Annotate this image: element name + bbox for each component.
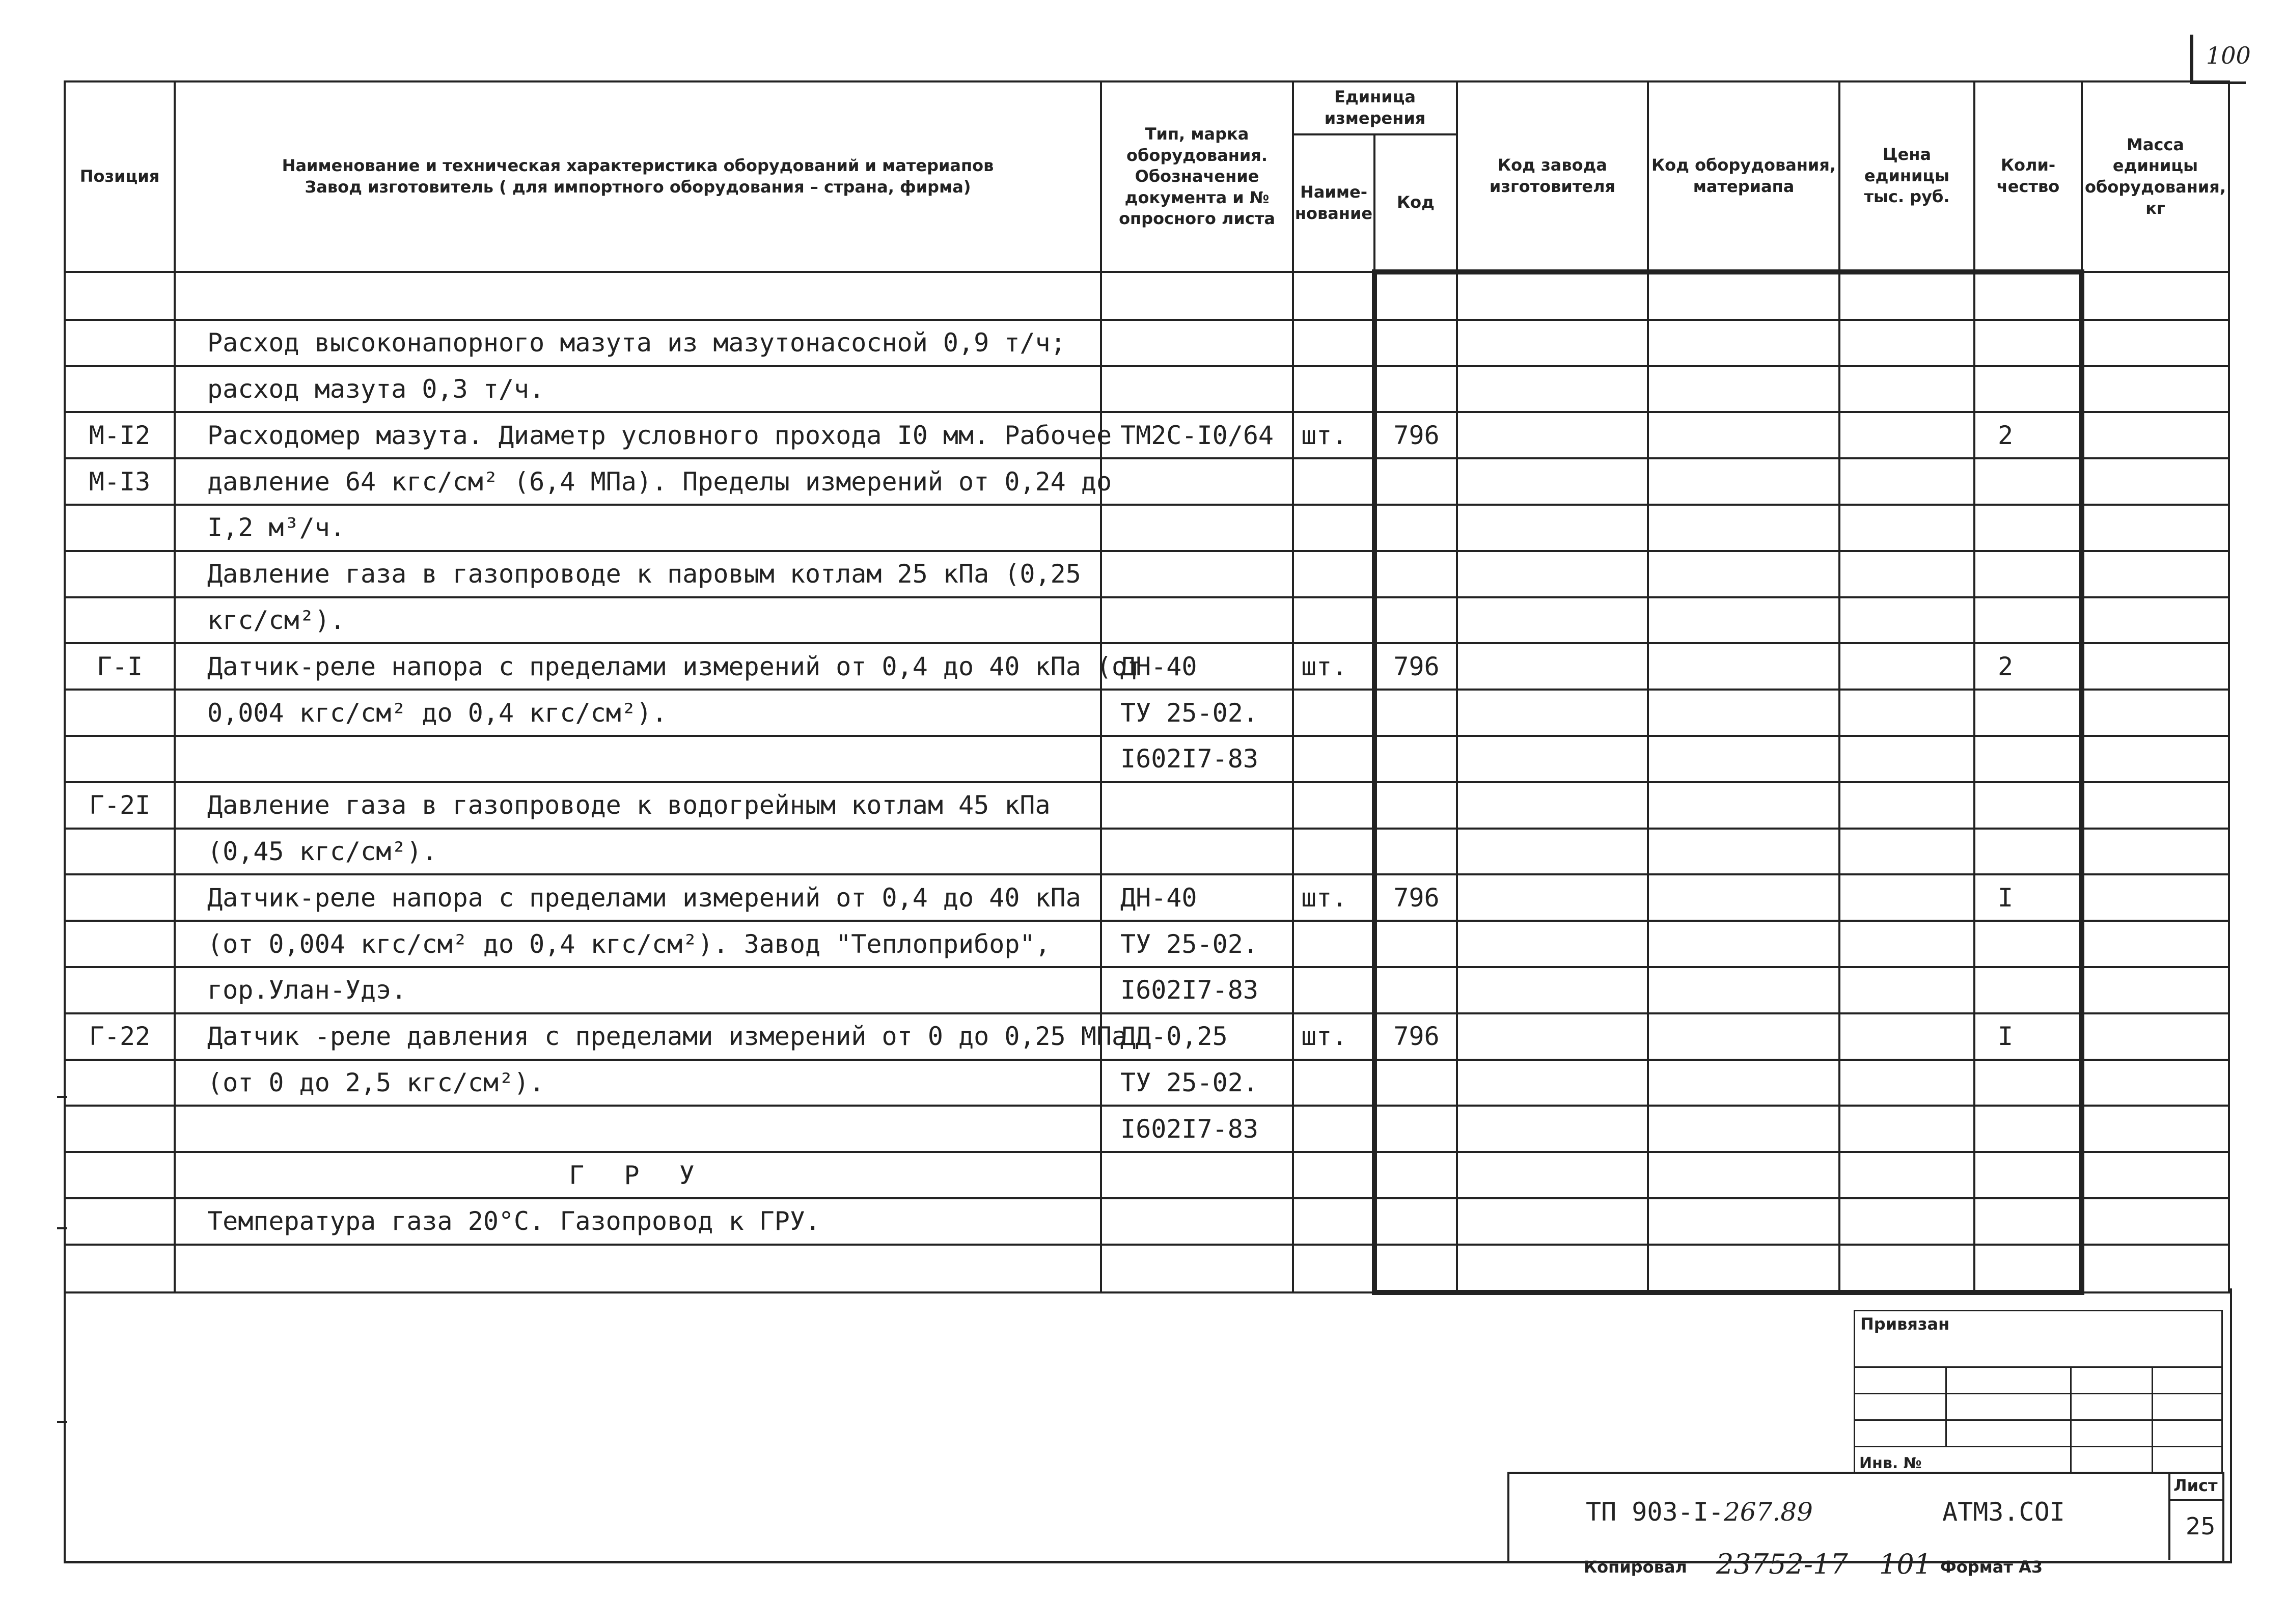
- cell-desc: Расходомер мазута. Диаметр условного прохода I0 мм. Рабочее: [175, 412, 1101, 458]
- document-code: АТМЗ.СОI: [1942, 1497, 2065, 1527]
- cell-maker: [1457, 272, 1648, 320]
- cell-mass: [2082, 829, 2229, 875]
- cell-maker: [1457, 1245, 1648, 1292]
- cell-mass: [2082, 874, 2229, 921]
- cell-price: [1839, 643, 1974, 690]
- cell-qty: [1974, 458, 2082, 505]
- cell-equip: [1648, 874, 1839, 921]
- cell-maker: [1457, 1013, 1648, 1060]
- header-unit-group: Единица измерения: [1293, 81, 1457, 134]
- cell-code: [1374, 1106, 1457, 1152]
- cell-pos: [65, 1060, 175, 1106]
- project-code-handwritten: 267.89: [1723, 1497, 1813, 1527]
- cell-unit: [1293, 967, 1374, 1013]
- cell-code: [1374, 782, 1457, 829]
- cell-desc: (от 0 до 2,5 кгс/см²).: [175, 1060, 1101, 1106]
- cell-price: [1839, 967, 1974, 1013]
- cell-desc: расход мазута 0,3 т/ч.: [175, 366, 1101, 412]
- cell-pos: Г-22: [65, 1013, 175, 1060]
- cell-equip: [1648, 320, 1839, 366]
- cell-code: 796: [1374, 1013, 1457, 1060]
- cell-pos: [65, 320, 175, 366]
- cell-mass: [2082, 1106, 2229, 1152]
- cell-pos: [65, 967, 175, 1013]
- cell-qty: 2: [1974, 643, 2082, 690]
- cell-desc: кгс/см²).: [175, 597, 1101, 644]
- cell-type: ТУ 25-02.: [1101, 921, 1293, 967]
- table-row: [65, 874, 2229, 921]
- cell-price: [1839, 1152, 1974, 1198]
- header-position: Позиция: [65, 81, 175, 272]
- cell-mass: [2082, 320, 2229, 366]
- cell-type: ДД-0,25: [1101, 1013, 1293, 1060]
- cell-desc: Давление газа в газопроводе к паровым котлам 25 кПа (0,25: [175, 551, 1101, 597]
- cell-type: I602I7-83: [1101, 967, 1293, 1013]
- cell-code: [1374, 597, 1457, 644]
- cell-desc: давление 64 кгс/см² (6,4 МПа). Пределы измерений от 0,24 до: [175, 458, 1101, 505]
- cell-code: [1374, 690, 1457, 736]
- cell-mass: [2082, 643, 2229, 690]
- cell-unit: шт.: [1293, 1013, 1374, 1060]
- cell-price: [1839, 551, 1974, 597]
- cell-equip: [1648, 551, 1839, 597]
- cell-desc: Датчик -реле давления с пределами измерений от 0 до 0,25 МПа: [175, 1013, 1101, 1060]
- cell-type: [1101, 829, 1293, 875]
- header-type: Тип, марка оборудования. Обозначение документа и № опросного листа: [1101, 81, 1293, 272]
- approval-stamp: [1854, 1310, 2221, 1472]
- cell-unit: шт.: [1293, 643, 1374, 690]
- cell-equip: [1648, 829, 1839, 875]
- cell-equip: [1648, 643, 1839, 690]
- cell-desc: Расход высоконапорного мазута из мазутонасосной 0,9 т/ч;: [175, 320, 1101, 366]
- cell-unit: [1293, 551, 1374, 597]
- sheet-number: 25: [2186, 1512, 2216, 1540]
- sheet-label: Лист: [2173, 1476, 2218, 1495]
- cell-code: [1374, 366, 1457, 412]
- table-row: [65, 1060, 2229, 1106]
- cell-mass: [2082, 458, 2229, 505]
- cell-price: [1839, 921, 1974, 967]
- table-row: [65, 1013, 2229, 1060]
- cell-mass: [2082, 597, 2229, 644]
- cell-qty: [1974, 320, 2082, 366]
- header-price: Цена единицы тыс. руб.: [1839, 81, 1974, 272]
- table-row: [65, 366, 2229, 412]
- cell-price: [1839, 1060, 1974, 1106]
- cell-mass: [2082, 1198, 2229, 1245]
- cell-qty: [1974, 505, 2082, 551]
- sheet-box: [2168, 1474, 2222, 1560]
- cell-desc: Температура газа 20°С. Газопровод к ГРУ.: [175, 1198, 1101, 1245]
- cell-equip: [1648, 1060, 1839, 1106]
- cell-maker: [1457, 551, 1648, 597]
- cell-desc: (0,45 кгс/см²).: [175, 829, 1101, 875]
- cell-pos: [65, 1198, 175, 1245]
- cell-qty: 2: [1974, 412, 2082, 458]
- cell-desc: [175, 272, 1101, 320]
- cell-code: [1374, 551, 1457, 597]
- cell-maker: [1457, 829, 1648, 875]
- cell-pos: [65, 272, 175, 320]
- cell-type: [1101, 366, 1293, 412]
- cell-price: [1839, 782, 1974, 829]
- cell-desc: [175, 736, 1101, 782]
- cell-code: [1374, 1152, 1457, 1198]
- cell-unit: [1293, 1198, 1374, 1245]
- table-row: [65, 597, 2229, 644]
- cell-pos: [65, 505, 175, 551]
- project-code: ТП 903-I-267.89: [1586, 1497, 1813, 1527]
- cell-pos: [65, 1245, 175, 1292]
- cell-price: [1839, 829, 1974, 875]
- cell-code: [1374, 829, 1457, 875]
- cell-unit: [1293, 1060, 1374, 1106]
- cell-type: [1101, 597, 1293, 644]
- cell-price: [1839, 1013, 1974, 1060]
- table-row: [65, 1198, 2229, 1245]
- cell-code: [1374, 458, 1457, 505]
- cell-desc: Датчик-реле напора с пределами измерений от 0,4 до 40 кПа: [175, 874, 1101, 921]
- cell-mass: [2082, 690, 2229, 736]
- cell-type: [1101, 458, 1293, 505]
- cell-qty: I: [1974, 874, 2082, 921]
- cell-equip: [1648, 690, 1839, 736]
- specification-table: [64, 80, 2230, 1295]
- cell-unit: [1293, 1152, 1374, 1198]
- table-row: [65, 1152, 2229, 1198]
- margin-tick: [57, 1421, 67, 1423]
- cell-qty: [1974, 921, 2082, 967]
- cell-qty: [1974, 1106, 2082, 1152]
- cell-price: [1839, 320, 1974, 366]
- cell-mass: [2082, 505, 2229, 551]
- cell-pos: [65, 829, 175, 875]
- cell-mass: [2082, 366, 2229, 412]
- cell-desc: 0,004 кгс/см² до 0,4 кгс/см²).: [175, 690, 1101, 736]
- cell-qty: [1974, 690, 2082, 736]
- cell-unit: [1293, 782, 1374, 829]
- cell-unit: [1293, 736, 1374, 782]
- cell-code: 796: [1374, 874, 1457, 921]
- cell-type: [1101, 1152, 1293, 1198]
- cell-mass: [2082, 1152, 2229, 1198]
- cell-unit: [1293, 829, 1374, 875]
- cell-equip: [1648, 1013, 1839, 1060]
- cell-equip: [1648, 458, 1839, 505]
- cell-price: [1839, 1245, 1974, 1292]
- table-row: [65, 1245, 2229, 1292]
- header-unit-name: Наиме- нование: [1293, 134, 1374, 272]
- cell-maker: [1457, 366, 1648, 412]
- cell-pos: [65, 366, 175, 412]
- cell-type: [1101, 551, 1293, 597]
- cell-pos: [65, 690, 175, 736]
- cell-maker: [1457, 320, 1648, 366]
- header-mass: Масса единицы оборудования, кг: [2082, 81, 2229, 272]
- cell-qty: [1974, 272, 2082, 320]
- cell-pos: М-I2: [65, 412, 175, 458]
- margin-tick: [57, 1096, 67, 1098]
- cell-maker: [1457, 967, 1648, 1013]
- cell-desc: [175, 1106, 1101, 1152]
- cell-type: [1101, 505, 1293, 551]
- cell-type: I602I7-83: [1101, 1106, 1293, 1152]
- cell-equip: [1648, 1152, 1839, 1198]
- footer-format: Формат А3: [1940, 1557, 2043, 1577]
- corner-page-number: 100: [2206, 42, 2251, 69]
- table-row: [65, 967, 2229, 1013]
- cell-price: [1839, 505, 1974, 551]
- cell-qty: [1974, 366, 2082, 412]
- cell-qty: [1974, 1245, 2082, 1292]
- cell-maker: [1457, 736, 1648, 782]
- cell-mass: [2082, 967, 2229, 1013]
- cell-code: 796: [1374, 412, 1457, 458]
- cell-mass: [2082, 736, 2229, 782]
- cell-maker: [1457, 1106, 1648, 1152]
- cell-unit: [1293, 921, 1374, 967]
- header-name: Наименование и техническая характеристика оборудований и материапов Завод изготовитель ( для импортного оборудования – страна, фирма): [175, 81, 1101, 272]
- cell-equip: [1648, 967, 1839, 1013]
- cell-mass: [2082, 782, 2229, 829]
- cell-code: [1374, 736, 1457, 782]
- cell-code: [1374, 921, 1457, 967]
- cell-type: ТМ2С-I0/64: [1101, 412, 1293, 458]
- cell-price: [1839, 690, 1974, 736]
- cell-qty: [1974, 1060, 2082, 1106]
- cell-desc: Датчик-реле напора с пределами измерений от 0,4 до 40 кПа (от: [175, 643, 1101, 690]
- cell-type: [1101, 1198, 1293, 1245]
- cell-unit: [1293, 597, 1374, 644]
- cell-unit: [1293, 1106, 1374, 1152]
- cell-equip: [1648, 1106, 1839, 1152]
- cell-maker: [1457, 643, 1648, 690]
- table-row: [65, 272, 2229, 320]
- title-block: [1507, 1472, 2224, 1562]
- cell-qty: [1974, 1198, 2082, 1245]
- cell-type: ДН-40: [1101, 874, 1293, 921]
- cell-desc: Г Р У: [175, 1152, 1101, 1198]
- cell-equip: [1648, 597, 1839, 644]
- table-row: [65, 412, 2229, 458]
- header-unit-code: Код: [1374, 134, 1457, 272]
- cell-desc: (от 0,004 кгс/см² до 0,4 кгс/см²). Завод "Теплоприбор",: [175, 921, 1101, 967]
- table-row: [65, 551, 2229, 597]
- header-equipment-code: Код оборудования, материапа: [1648, 81, 1839, 272]
- cell-price: [1839, 272, 1974, 320]
- cell-desc: I,2 м³/ч.: [175, 505, 1101, 551]
- table-row: [65, 782, 2229, 829]
- table-row: [65, 643, 2229, 690]
- cell-price: [1839, 874, 1974, 921]
- cell-equip: [1648, 412, 1839, 458]
- cell-pos: [65, 921, 175, 967]
- cell-qty: [1974, 1152, 2082, 1198]
- cell-equip: [1648, 1198, 1839, 1245]
- cell-price: [1839, 458, 1974, 505]
- cell-pos: Г-2I: [65, 782, 175, 829]
- cell-unit: [1293, 272, 1374, 320]
- cell-unit: шт.: [1293, 874, 1374, 921]
- cell-unit: [1293, 690, 1374, 736]
- corner-mark: [2190, 35, 2193, 84]
- cell-unit: [1293, 505, 1374, 551]
- cell-price: [1839, 412, 1974, 458]
- cell-price: [1839, 1198, 1974, 1245]
- table-row: [65, 1106, 2229, 1152]
- cell-qty: [1974, 967, 2082, 1013]
- footer-copied-number: 23752-17: [1716, 1548, 1848, 1580]
- table-row: [65, 505, 2229, 551]
- cell-equip: [1648, 505, 1839, 551]
- cell-mass: [2082, 1013, 2229, 1060]
- cell-code: 796: [1374, 643, 1457, 690]
- cell-maker: [1457, 505, 1648, 551]
- cell-type: [1101, 1245, 1293, 1292]
- cell-pos: Г-I: [65, 643, 175, 690]
- cell-maker: [1457, 597, 1648, 644]
- cell-price: [1839, 597, 1974, 644]
- cell-code: [1374, 505, 1457, 551]
- stamp-attached-label: Привязан: [1855, 1311, 2222, 1367]
- cell-pos: М-I3: [65, 458, 175, 505]
- cell-maker: [1457, 1152, 1648, 1198]
- cell-mass: [2082, 921, 2229, 967]
- table-row: [65, 829, 2229, 875]
- cell-price: [1839, 366, 1974, 412]
- cell-type: ТУ 25-02.: [1101, 1060, 1293, 1106]
- cell-price: [1839, 1106, 1974, 1152]
- cell-qty: I: [1974, 1013, 2082, 1060]
- cell-qty: [1974, 829, 2082, 875]
- cell-equip: [1648, 272, 1839, 320]
- cell-desc: [175, 1245, 1101, 1292]
- cell-maker: [1457, 921, 1648, 967]
- cell-maker: [1457, 690, 1648, 736]
- cell-type: [1101, 272, 1293, 320]
- cell-type: ТУ 25-02.: [1101, 690, 1293, 736]
- cell-equip: [1648, 1245, 1839, 1292]
- cell-pos: [65, 874, 175, 921]
- cell-maker: [1457, 1060, 1648, 1106]
- cell-desc: Давление газа в газопроводе к водогрейным котлам 45 кПа: [175, 782, 1101, 829]
- cell-desc: гор.Улан-Удэ.: [175, 967, 1101, 1013]
- cell-maker: [1457, 412, 1648, 458]
- cell-equip: [1648, 736, 1839, 782]
- cell-mass: [2082, 551, 2229, 597]
- cell-mass: [2082, 1245, 2229, 1292]
- cell-unit: [1293, 458, 1374, 505]
- cell-mass: [2082, 412, 2229, 458]
- table-row: [65, 921, 2229, 967]
- cell-unit: [1293, 366, 1374, 412]
- margin-tick: [57, 1227, 67, 1229]
- table-row: [65, 320, 2229, 366]
- header-maker-code: Код завода изготовителя: [1457, 81, 1648, 272]
- footer-copied-label: Копировал: [1584, 1557, 1687, 1577]
- header-quantity: Коли- чество: [1974, 81, 2082, 272]
- cell-unit: шт.: [1293, 412, 1374, 458]
- cell-qty: [1974, 736, 2082, 782]
- cell-equip: [1648, 782, 1839, 829]
- table-row: [65, 458, 2229, 505]
- cell-code: [1374, 320, 1457, 366]
- cell-maker: [1457, 874, 1648, 921]
- cell-equip: [1648, 366, 1839, 412]
- cell-price: [1839, 736, 1974, 782]
- cell-qty: [1974, 597, 2082, 644]
- cell-type: [1101, 782, 1293, 829]
- cell-code: [1374, 967, 1457, 1013]
- footer-page-handwritten: 101: [1879, 1548, 1932, 1580]
- cell-unit: [1293, 320, 1374, 366]
- cell-pos: [65, 1106, 175, 1152]
- cell-maker: [1457, 1198, 1648, 1245]
- cell-pos: [65, 597, 175, 644]
- cell-maker: [1457, 782, 1648, 829]
- cell-maker: [1457, 458, 1648, 505]
- cell-pos: [65, 736, 175, 782]
- cell-equip: [1648, 921, 1839, 967]
- cell-unit: [1293, 1245, 1374, 1292]
- cell-qty: [1974, 551, 2082, 597]
- cell-mass: [2082, 272, 2229, 320]
- cell-code: [1374, 1060, 1457, 1106]
- cell-pos: [65, 1152, 175, 1198]
- cell-code: [1374, 1245, 1457, 1292]
- cell-code: [1374, 1198, 1457, 1245]
- table-row: [65, 690, 2229, 736]
- cell-type: I602I7-83: [1101, 736, 1293, 782]
- cell-qty: [1974, 782, 2082, 829]
- cell-type: ДН-40: [1101, 643, 1293, 690]
- cell-mass: [2082, 1060, 2229, 1106]
- table-row: [65, 736, 2229, 782]
- cell-code: [1374, 272, 1457, 320]
- cell-pos: [65, 551, 175, 597]
- cell-type: [1101, 320, 1293, 366]
- stamp-inventory-label: Инв. №: [1855, 1447, 2071, 1473]
